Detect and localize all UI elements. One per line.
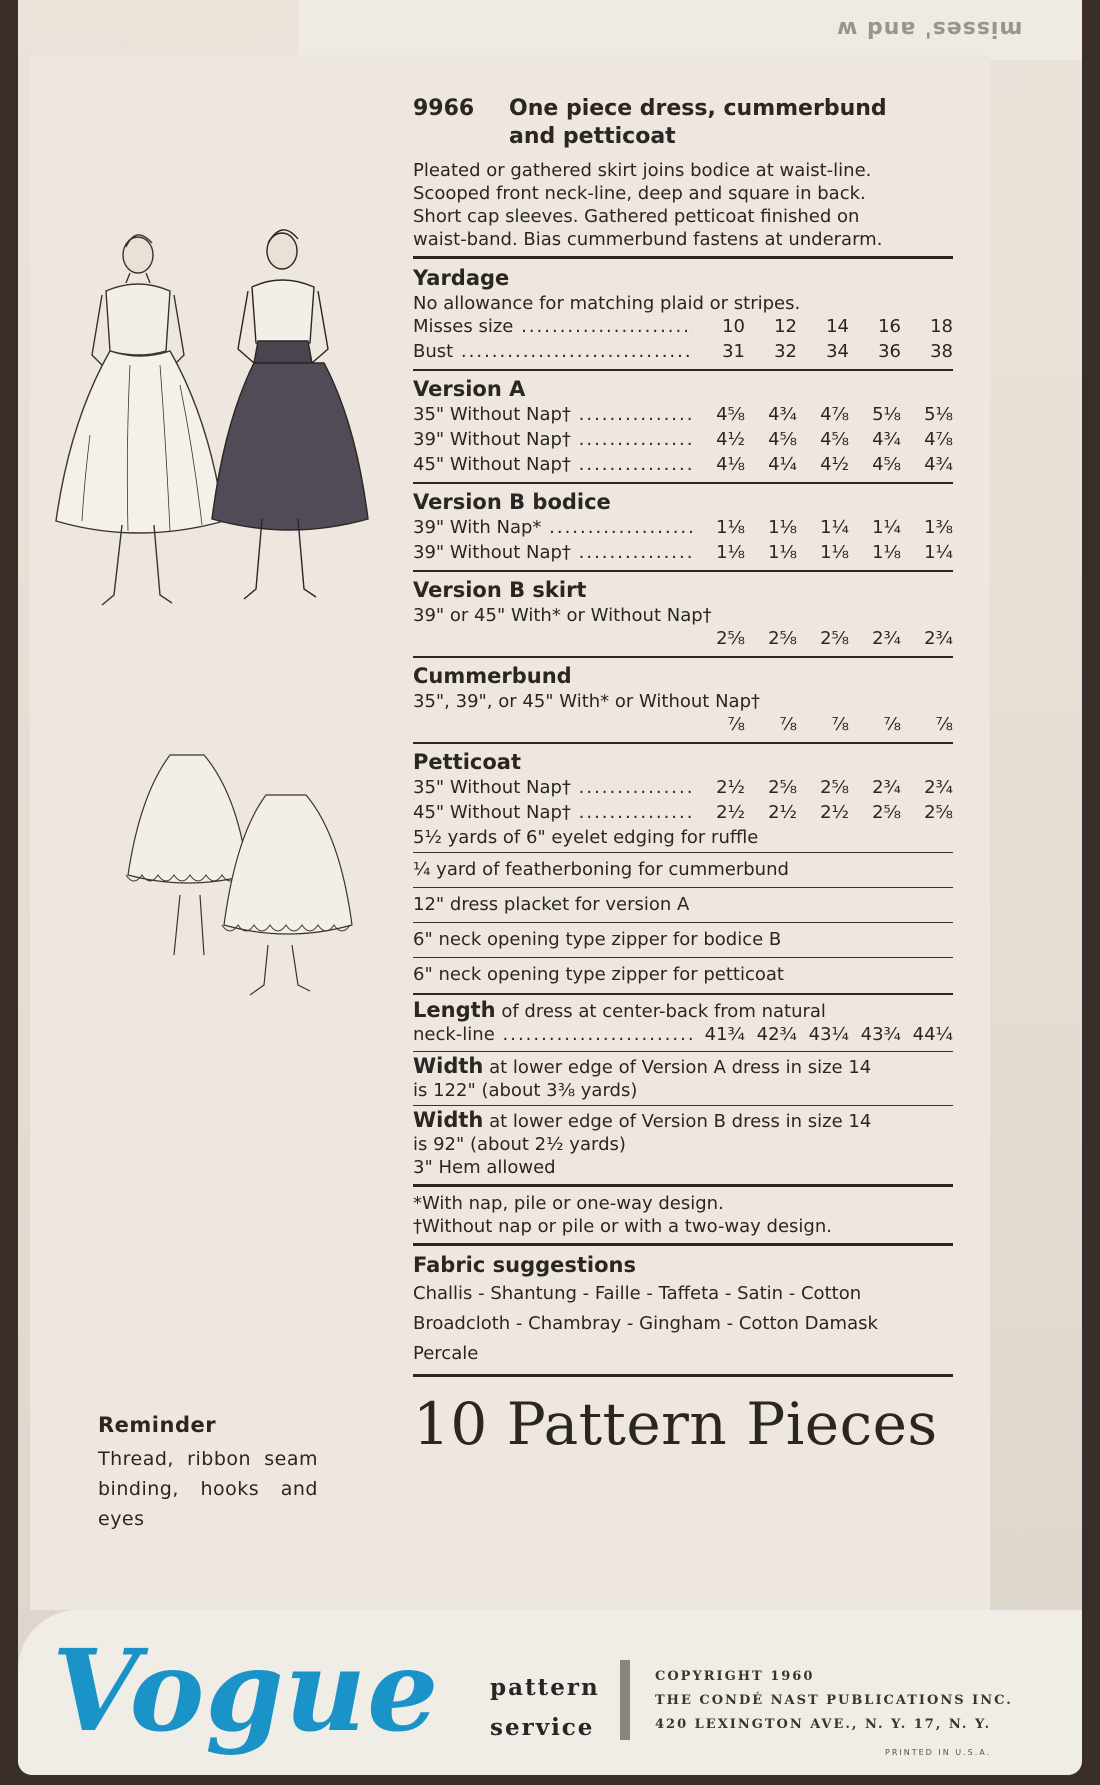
size-value: 14 — [826, 316, 849, 337]
yardage-value: 2¾ — [872, 628, 901, 649]
notion-item: 12" dress placket for version A — [413, 894, 690, 915]
yardage-value: 2⅝ — [768, 628, 797, 649]
reminder-block — [98, 1410, 318, 1534]
hem-note: 3" Hem allowed — [413, 1157, 556, 1178]
yardage-value: ⅞ — [883, 714, 901, 735]
envelope-back-panel — [30, 55, 990, 1610]
illustration-column — [30, 55, 400, 1610]
yardage-value: 2¾ — [872, 777, 901, 798]
length-value: 42¾ — [756, 1024, 797, 1045]
sizes-row — [413, 315, 953, 340]
footnote: †Without nap or pile or with a two-way design. — [413, 1216, 832, 1237]
bust-value: 38 — [930, 341, 953, 362]
yardage-value: 2½ — [768, 802, 797, 823]
description-line: Short cap sleeves. Gathered petticoat finished on — [413, 206, 860, 227]
petticoat-row — [413, 801, 953, 826]
yardage-value: 5⅛ — [872, 404, 901, 425]
yardage-value: 2⅝ — [820, 777, 849, 798]
width-a-lead: Width — [413, 1054, 484, 1078]
pattern-pieces-count: 10 Pattern Pieces — [413, 1390, 938, 1458]
divider — [413, 887, 953, 888]
sizes-label: Misses size ..... — [413, 315, 693, 338]
yardage-value: 4½ — [716, 429, 745, 450]
printed-in-usa: PRINTED IN U.S.A. — [885, 1748, 992, 1757]
yardage-value: 4¾ — [768, 404, 797, 425]
yardage-value: 1⅛ — [872, 542, 901, 563]
length-value: 41¾ — [704, 1024, 745, 1045]
divider — [413, 1243, 953, 1246]
yardage-value: 5⅛ — [924, 404, 953, 425]
yardage-value: 2⅝ — [872, 802, 901, 823]
yardage-value: ⅞ — [779, 714, 797, 735]
upside-down-edge-text: misses' and w — [835, 16, 1022, 41]
yardage-title: Yardage — [413, 266, 510, 290]
cummerbund-label: 35", 39", or 45" With* or Without Nap† — [413, 691, 761, 712]
version-b-skirt-title: Version B skirt — [413, 578, 587, 602]
length-lead: Length — [413, 998, 496, 1022]
yardage-value: 1¼ — [924, 542, 953, 563]
fabric-line: Percale — [413, 1343, 479, 1364]
divider — [413, 852, 953, 853]
version-b-bodice-row — [413, 516, 953, 541]
divider — [413, 256, 953, 259]
width-b-heading — [413, 1109, 953, 1133]
divider — [413, 1374, 953, 1377]
yardage-value: 2⅝ — [768, 777, 797, 798]
service-line1: pattern — [490, 1674, 600, 1701]
yardage-value: ⅞ — [831, 714, 849, 735]
yardage-value: 1⅛ — [768, 517, 797, 538]
row-label: 45" Without Nap† ..... — [413, 801, 693, 824]
yardage-value: 1¼ — [820, 517, 849, 538]
length-row — [413, 1023, 953, 1048]
version-a-row — [413, 428, 953, 453]
width-a-heading — [413, 1055, 953, 1079]
copyright-line1: COPYRIGHT 1960 — [655, 1669, 815, 1684]
pattern-number: 9966 — [413, 96, 475, 121]
yardage-value: 4⅝ — [716, 404, 745, 425]
copyright-line3: 420 LEXINGTON AVE., N. Y. 17, N. Y. — [655, 1717, 992, 1732]
divider — [413, 922, 953, 923]
pattern-title — [509, 95, 953, 151]
row-label: 35" Without Nap† ..... — [413, 403, 693, 426]
yardage-value: 1⅜ — [924, 517, 953, 538]
divider — [413, 656, 953, 658]
service-line2: service — [490, 1714, 595, 1741]
yardage-value: 2¾ — [924, 628, 953, 649]
yardage-value: 4¼ — [768, 454, 797, 475]
figure-version-b — [212, 230, 368, 599]
divider — [413, 742, 953, 744]
brand-divider-bar — [620, 1660, 630, 1740]
length-text: of dress at center-back from natural — [501, 1001, 826, 1022]
version-b-skirt-label: 39" or 45" With* or Without Nap† — [413, 605, 712, 626]
length-value: 44¼ — [912, 1024, 953, 1045]
yardage-value: 1⅛ — [768, 542, 797, 563]
bust-value: 31 — [722, 341, 745, 362]
notion-item: ¼ yard of featherboning for cummerbund — [413, 859, 789, 880]
bust-label: Bust ..... — [413, 340, 693, 363]
yardage-value: 4¾ — [872, 429, 901, 450]
vogue-logo: Vogue — [52, 1626, 440, 1757]
size-value: 18 — [930, 316, 953, 337]
notion-item: 6" neck opening type zipper for petticoat — [413, 964, 784, 985]
row-label: 39" Without Nap† ..... — [413, 541, 693, 564]
row-label: 39" Without Nap† ..... — [413, 428, 693, 451]
width-b-lead: Width — [413, 1108, 484, 1132]
yardage-value: 4⅝ — [820, 429, 849, 450]
pattern-service-label — [490, 1668, 600, 1748]
description-line: Scooped front neck-line, deep and square in back. — [413, 183, 866, 204]
notion-item: 6" neck opening type zipper for bodice B — [413, 929, 782, 950]
version-b-bodice-title: Version B bodice — [413, 490, 611, 514]
version-b-skirt-values — [413, 627, 953, 652]
yardage-value: ⅞ — [935, 714, 953, 735]
yardage-value: 4⅝ — [872, 454, 901, 475]
width-b-text: at lower edge of Version B dress in size 14 — [489, 1111, 872, 1132]
yardage-value: 2¾ — [924, 777, 953, 798]
yardage-value: 2⅝ — [716, 628, 745, 649]
yardage-value: 1⅛ — [820, 542, 849, 563]
divider — [413, 1184, 953, 1187]
cummerbund-title: Cummerbund — [413, 664, 572, 688]
length-label: neck-line ..... — [413, 1023, 693, 1046]
version-a-row — [413, 453, 953, 478]
pattern-description — [413, 159, 953, 251]
copyright-line2: THE CONDÉ NAST PUBLICATIONS INC. — [655, 1693, 1013, 1708]
version-a-title: Version A — [413, 377, 526, 401]
yardage-value: 1⅛ — [716, 542, 745, 563]
yardage-value: 2½ — [716, 802, 745, 823]
size-value: 16 — [878, 316, 901, 337]
envelope-top-flap — [298, 0, 1082, 60]
bust-value: 36 — [878, 341, 901, 362]
petticoat-title: Petticoat — [413, 750, 521, 774]
yardage-value: 2½ — [716, 777, 745, 798]
length-heading — [413, 999, 953, 1023]
figure-version-a — [56, 235, 224, 605]
fabric-line: Challis - Shantung - Faille - Taffeta - Satin - Cotton — [413, 1283, 862, 1304]
yardage-note: No allowance for matching plaid or stripes. — [413, 293, 801, 314]
divider — [413, 1051, 953, 1052]
divider — [413, 993, 953, 995]
yardage-chart-column — [413, 95, 953, 1459]
yardage-value: 4⅛ — [716, 454, 745, 475]
pattern-title-line2: and petticoat — [509, 124, 676, 149]
petticoat-legs — [30, 945, 400, 1085]
width-a-line2: is 122" (about 3⅜ yards) — [413, 1080, 638, 1101]
yardage-value: 2½ — [820, 802, 849, 823]
fabric-line: Broadcloth - Chambray - Gingham - Cotton Damask — [413, 1313, 878, 1334]
version-a-row — [413, 403, 953, 428]
width-b-line2: is 92" (about 2½ yards) — [413, 1134, 626, 1155]
description-line: waist-band. Bias cummerbund fastens at underarm. — [413, 229, 883, 250]
footnote: *With nap, pile or one-way design. — [413, 1193, 724, 1214]
bust-value: 34 — [826, 341, 849, 362]
divider — [413, 369, 953, 371]
yardage-value: ⅞ — [727, 714, 745, 735]
description-line: Pleated or gathered skirt joins bodice at waist-line. — [413, 160, 872, 181]
pattern-header — [413, 95, 953, 151]
length-value: 43¼ — [808, 1024, 849, 1045]
yardage-value: 4⅞ — [924, 429, 953, 450]
divider — [413, 1105, 953, 1106]
version-b-bodice-row — [413, 541, 953, 566]
divider — [413, 482, 953, 484]
reminder-title: Reminder — [98, 1413, 217, 1437]
bust-row — [413, 340, 953, 365]
bust-value: 32 — [774, 341, 797, 362]
yardage-value: 2⅝ — [820, 628, 849, 649]
row-label: 35" Without Nap† ..... — [413, 776, 693, 799]
pattern-title-line1: One piece dress, cummerbund — [509, 96, 887, 121]
yardage-value: 4¾ — [924, 454, 953, 475]
size-value: 10 — [722, 316, 745, 337]
divider — [413, 570, 953, 572]
yardage-value: 4½ — [820, 454, 849, 475]
row-label: 39" With Nap* ..... — [413, 516, 693, 539]
yardage-value: 4⅞ — [820, 404, 849, 425]
petticoat-row — [413, 776, 953, 801]
size-value: 12 — [774, 316, 797, 337]
yardage-value: 1¼ — [872, 517, 901, 538]
divider — [413, 957, 953, 958]
dress-illustrations — [30, 55, 400, 955]
yardage-value: 2⅝ — [924, 802, 953, 823]
cummerbund-values — [413, 713, 953, 738]
reminder-text: Thread, ribbon seam binding, hooks and eyes — [98, 1448, 318, 1530]
fabric-title: Fabric suggestions — [413, 1253, 637, 1277]
copyright-block — [655, 1665, 1013, 1737]
yardage-value: 4⅝ — [768, 429, 797, 450]
width-a-text: at lower edge of Version A dress in size 14 — [489, 1057, 872, 1078]
row-label: 45" Without Nap† ..... — [413, 453, 693, 476]
eyelet-note: 5½ yards of 6" eyelet edging for ruffle — [413, 827, 759, 848]
length-value: 43¾ — [860, 1024, 901, 1045]
petticoat-figure-2 — [222, 795, 352, 934]
yardage-value: 1⅛ — [716, 517, 745, 538]
